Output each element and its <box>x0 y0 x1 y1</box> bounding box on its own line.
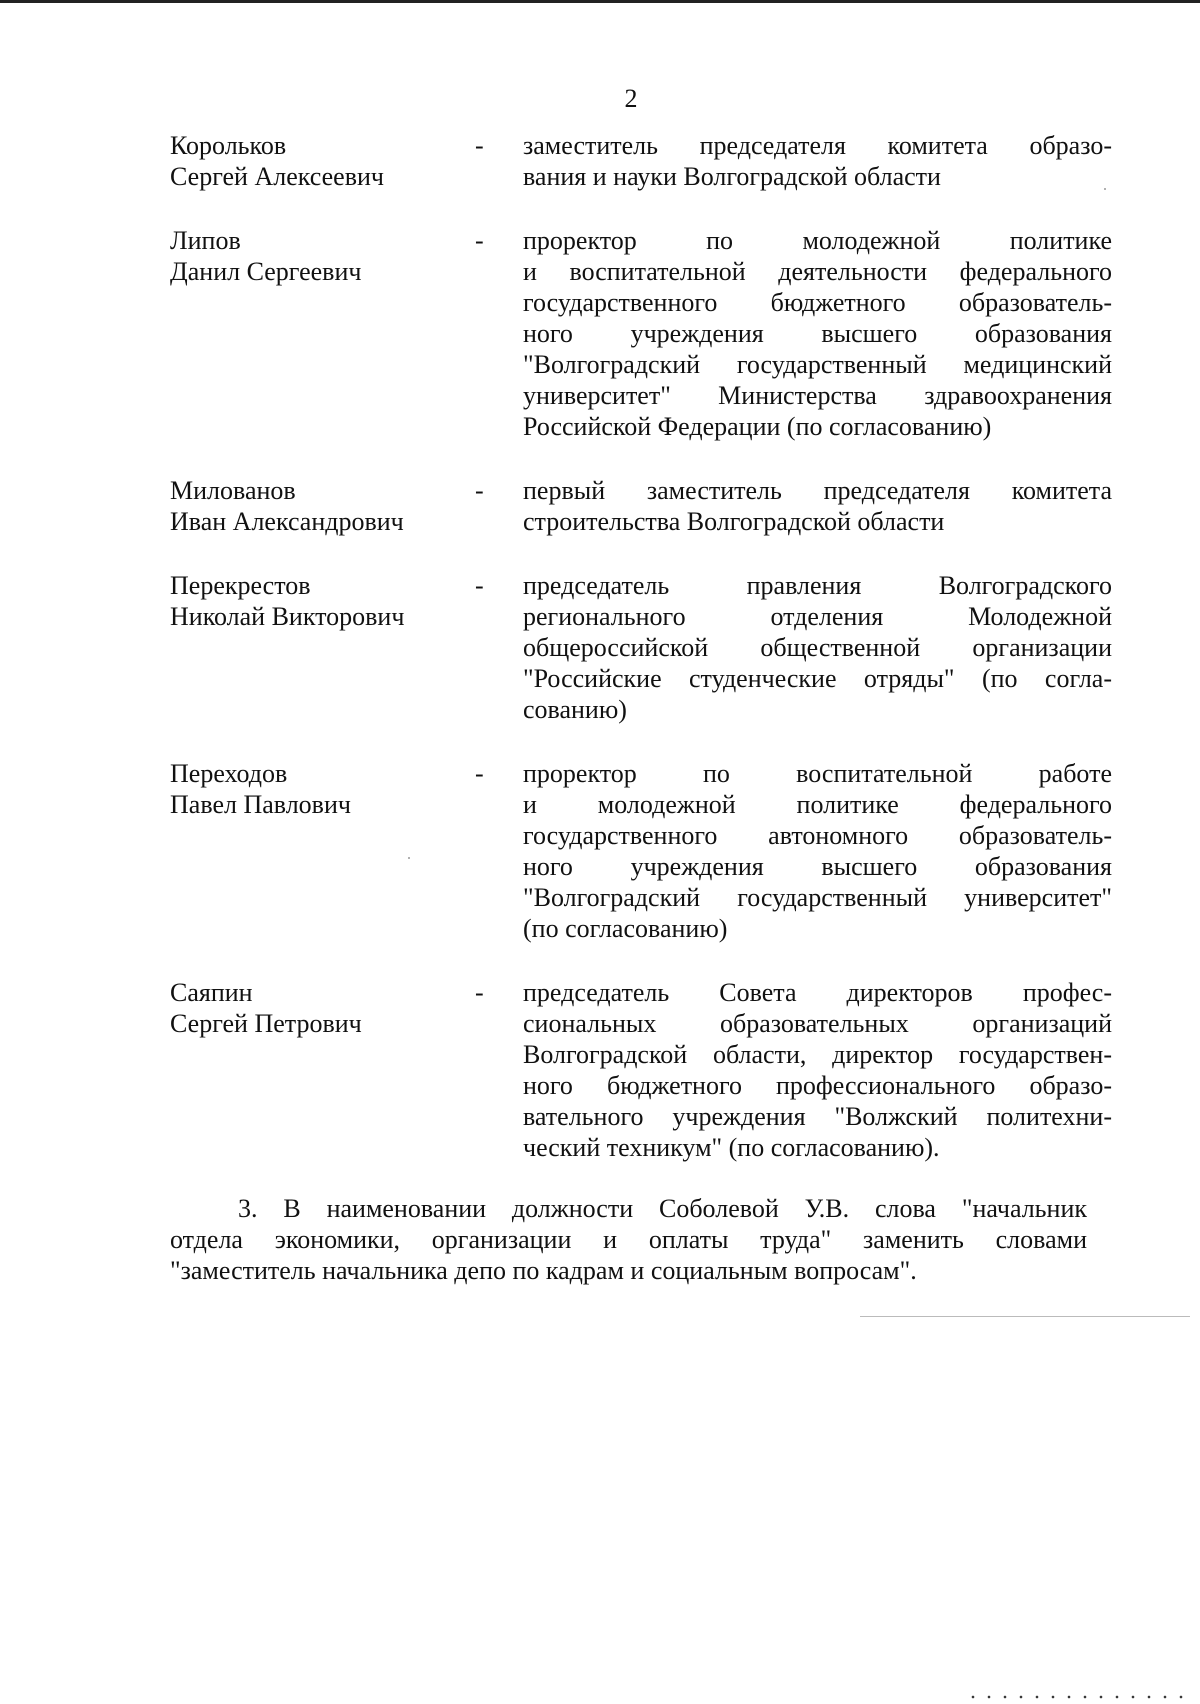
role-line: (по согласованию) <box>523 914 728 943</box>
dash-separator: - <box>475 131 484 160</box>
role-line: вания и науки Волгоградской области <box>523 162 941 191</box>
member-given-names: Сергей Алексеевич <box>170 162 384 191</box>
member-surname: Перекрестов <box>170 571 311 600</box>
role-line: ного учреждения высшего образования <box>523 319 1112 348</box>
role-line: ного бюджетного профессионального образо- <box>523 1071 1112 1100</box>
member-entry <box>170 570 1112 725</box>
member-name <box>170 475 475 537</box>
role-line: заместитель председателя комитета образо- <box>523 131 1112 160</box>
role-line: строительства Волгоградской области <box>523 507 945 536</box>
member-name <box>170 570 475 632</box>
role-line: проректор по молодежной политике <box>523 226 1112 255</box>
role-line: регионального отделения Молодежной <box>523 602 1112 631</box>
role-line: первый заместитель председателя комитета <box>523 476 1112 505</box>
role-line: сованию) <box>523 695 627 724</box>
member-role <box>523 475 1112 537</box>
role-line: вательного учреждения "Волжский политехни- <box>523 1102 1112 1131</box>
member-entry <box>170 130 1112 192</box>
scan-artifact-dot <box>408 857 410 859</box>
role-line: государственного автономного образователь- <box>523 821 1112 850</box>
role-line: "Волгоградский государственный университет" <box>523 883 1112 912</box>
role-line: и воспитательной деятельности федерального <box>523 257 1112 286</box>
scan-artifact-dots <box>965 1694 1190 1700</box>
member-surname: Саяпин <box>170 978 253 1007</box>
member-role <box>523 130 1112 192</box>
role-line: государственного бюджетного образователь- <box>523 288 1112 317</box>
role-line: ного учреждения высшего образования <box>523 852 1112 881</box>
member-role <box>523 758 1112 944</box>
dash-separator: - <box>475 226 484 255</box>
dash-separator: - <box>475 759 484 788</box>
member-name <box>170 225 475 287</box>
member-given-names: Данил Сергеевич <box>170 257 362 286</box>
member-role <box>523 977 1112 1163</box>
member-role <box>523 225 1112 442</box>
member-entry <box>170 758 1112 944</box>
role-line: Волгоградской области, директор государствен- <box>523 1040 1112 1069</box>
role-line: "Российские студенческие отряды" (по согла- <box>523 664 1112 693</box>
member-surname: Корольков <box>170 131 287 160</box>
member-name <box>170 758 475 820</box>
paragraph-line: "заместитель начальника депо по кадрам и социальным вопросам". <box>170 1256 917 1285</box>
page-top-edge <box>0 0 1200 3</box>
paragraph-3 <box>170 1193 1087 1286</box>
scan-artifact-line <box>860 1316 1190 1317</box>
member-given-names: Николай Викторович <box>170 602 405 631</box>
member-surname: Переходов <box>170 759 288 788</box>
role-line: Российской Федерации (по согласованию) <box>523 412 992 441</box>
paragraph-line: 3. В наименовании должности Соболевой У.В. слова "начальник <box>238 1194 1087 1223</box>
member-given-names: Павел Павлович <box>170 790 351 819</box>
member-entry <box>170 977 1112 1163</box>
role-line: сиональных образовательных организаций <box>523 1009 1112 1038</box>
member-list <box>170 130 1112 1196</box>
member-surname: Милованов <box>170 476 296 505</box>
member-given-names: Сергей Петрович <box>170 1009 362 1038</box>
member-entry <box>170 225 1112 442</box>
role-line: общероссийской общественной организации <box>523 633 1112 662</box>
dash-separator: - <box>475 476 484 505</box>
dash-separator: - <box>475 571 484 600</box>
scan-artifact-dot <box>1104 188 1106 190</box>
role-line: председатель Совета директоров профес- <box>523 978 1112 1007</box>
role-line: "Волгоградский государственный медицинский <box>523 350 1112 379</box>
page-number: 2 <box>624 84 638 113</box>
member-given-names: Иван Александрович <box>170 507 404 536</box>
role-line: ческий техникум" (по согласованию). <box>523 1133 940 1162</box>
dash-separator: - <box>475 978 484 1007</box>
role-line: проректор по воспитательной работе <box>523 759 1112 788</box>
member-name <box>170 130 475 192</box>
role-line: и молодежной политике федерального <box>523 790 1112 819</box>
member-surname: Липов <box>170 226 241 255</box>
member-name <box>170 977 475 1039</box>
role-line: председатель правления Волгоградского <box>523 571 1112 600</box>
paragraph-line: отдела экономики, организации и оплаты труда" заменить словами <box>170 1225 1087 1254</box>
member-role <box>523 570 1112 725</box>
member-entry <box>170 475 1112 537</box>
role-line: университет" Министерства здравоохранения <box>523 381 1112 410</box>
